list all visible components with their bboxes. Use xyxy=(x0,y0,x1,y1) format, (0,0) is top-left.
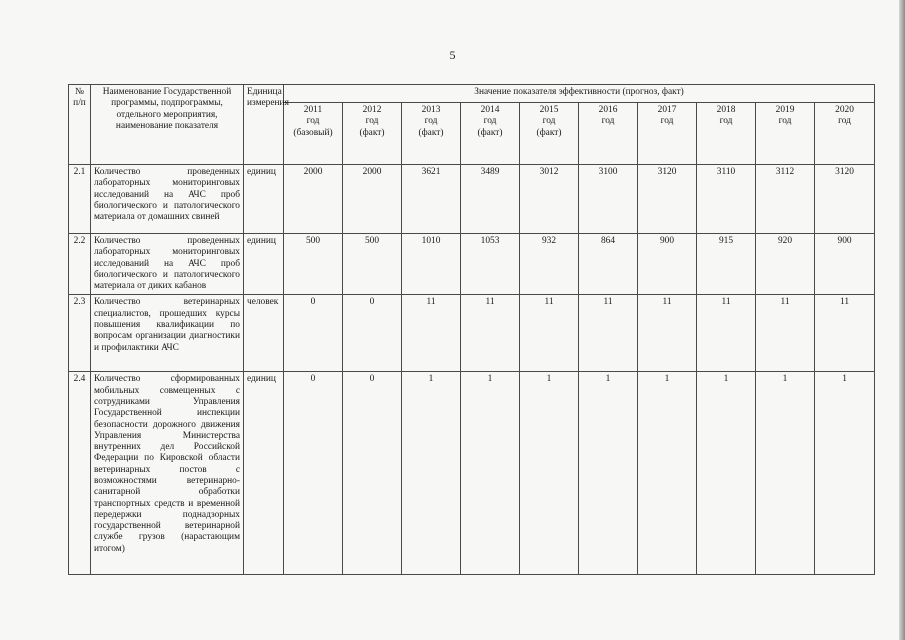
header-year-unit: год xyxy=(306,116,320,127)
indicator-value: 11 xyxy=(638,295,697,372)
header-year-year: 2012 xyxy=(362,105,382,115)
indicator-value: 1 xyxy=(756,372,815,575)
header-year-0 xyxy=(284,103,343,165)
row-number: 2.2 xyxy=(69,234,91,295)
header-col-number: № п/п xyxy=(69,85,91,165)
indicator-value: 3012 xyxy=(520,165,579,234)
indicator-value: 1 xyxy=(638,372,697,575)
header-year-year: 2014 xyxy=(480,105,500,115)
table-row xyxy=(69,234,875,295)
header-year-note: (факт) xyxy=(477,127,503,138)
indicator-value: 1 xyxy=(697,372,756,575)
indicator-value: 11 xyxy=(697,295,756,372)
indicator-value: 3120 xyxy=(815,165,875,234)
header-year-6 xyxy=(638,103,697,165)
indicator-value: 3110 xyxy=(697,165,756,234)
indicator-value: 1 xyxy=(461,372,520,575)
indicator-value: 11 xyxy=(756,295,815,372)
header-col-name: Наименование Государственной программы, подпрограммы, отдельного мероприятия, наименование показателя xyxy=(91,85,244,165)
header-year-year: 2019 xyxy=(775,105,795,115)
indicator-value: 900 xyxy=(815,234,875,295)
indicator-value: 500 xyxy=(284,234,343,295)
row-number: 2.4 xyxy=(69,372,91,575)
indicator-value: 1 xyxy=(815,372,875,575)
indicator-value: 2000 xyxy=(343,165,402,234)
indicator-value: 864 xyxy=(579,234,638,295)
header-year-7 xyxy=(697,103,756,165)
indicator-value: 0 xyxy=(343,372,402,575)
scan-edge-shadow xyxy=(899,0,905,640)
unit-of-measure: единиц xyxy=(244,165,284,234)
header-year-3 xyxy=(461,103,520,165)
header-year-note: (факт) xyxy=(536,127,562,138)
row-number: 2.3 xyxy=(69,295,91,372)
header-year-year: 2011 xyxy=(303,105,323,115)
header-year-year: 2013 xyxy=(421,105,441,115)
header-year-unit: год xyxy=(542,116,556,127)
indicator-name: Количество проведенных лабораторных мониторинговых исследований на АЧС проб биологического и патологического материала от домашних свиней xyxy=(91,165,244,234)
indicator-value: 11 xyxy=(579,295,638,372)
header-year-unit: год xyxy=(660,116,674,127)
table-row xyxy=(69,372,875,575)
header-year-year: 2016 xyxy=(598,105,618,115)
unit-of-measure: единиц xyxy=(244,234,284,295)
header-year-8 xyxy=(756,103,815,165)
header-year-note: (факт) xyxy=(359,127,385,138)
header-col-unit: Единица измерения xyxy=(244,85,284,165)
indicator-value: 500 xyxy=(343,234,402,295)
indicator-name: Количество сформированных мобильных совмещенных с сотрудниками Управления Государственной инспекции безопасности дорожного движения Управления Министерства внутренних дел Российской Федерации по Кировской области ветеринарных постов с возможностями ветеринарно-санитарной обработки транспортных средств и временной передержки поднадзорных государственной ветеринарной службе грузов (нарастающим итогом) xyxy=(91,372,244,575)
header-year-unit: год xyxy=(719,116,733,127)
header-year-unit: год xyxy=(424,116,438,127)
header-year-9 xyxy=(815,103,875,165)
indicator-value: 915 xyxy=(697,234,756,295)
indicator-value: 3120 xyxy=(638,165,697,234)
table-row xyxy=(69,165,875,234)
header-year-year: 2020 xyxy=(835,105,854,115)
header-year-year: 2015 xyxy=(539,105,559,115)
indicator-name: Количество проведенных лабораторных мониторинговых исследований на АЧС проб биологического и патологического материала от диких кабанов xyxy=(91,234,244,295)
header-year-year: 2017 xyxy=(657,105,677,115)
indicator-value: 3621 xyxy=(402,165,461,234)
indicator-value: 1 xyxy=(579,372,638,575)
header-year-5 xyxy=(579,103,638,165)
header-year-unit: год xyxy=(365,116,379,127)
indicator-value: 2000 xyxy=(284,165,343,234)
indicator-value: 1053 xyxy=(461,234,520,295)
indicator-value: 0 xyxy=(284,295,343,372)
header-year-unit: год xyxy=(838,116,851,127)
header-col-values: Значение показателя эффективности (прогноз, факт) xyxy=(284,85,875,103)
page-number: 5 xyxy=(449,48,456,62)
indicator-value: 11 xyxy=(461,295,520,372)
indicator-value: 3112 xyxy=(756,165,815,234)
indicator-value: 920 xyxy=(756,234,815,295)
header-year-1 xyxy=(343,103,402,165)
indicator-value: 11 xyxy=(520,295,579,372)
unit-of-measure: человек xyxy=(244,295,284,372)
table-row xyxy=(69,295,875,372)
indicator-value: 1010 xyxy=(402,234,461,295)
header-year-unit: год xyxy=(483,116,497,127)
indicator-value: 0 xyxy=(284,372,343,575)
unit-of-measure: единиц xyxy=(244,372,284,575)
header-year-unit: год xyxy=(778,116,792,127)
indicator-value: 11 xyxy=(402,295,461,372)
indicator-value: 1 xyxy=(520,372,579,575)
header-year-2 xyxy=(402,103,461,165)
indicator-value: 3100 xyxy=(579,165,638,234)
header-year-note: (факт) xyxy=(418,127,444,138)
header-year-unit: год xyxy=(601,116,615,127)
indicator-name: Количество ветеринарных специалистов, прошедших курсы повышения квалификации по вопросам организации диагностики и профилактики АЧС xyxy=(91,295,244,372)
indicator-value: 1 xyxy=(402,372,461,575)
header-year-4 xyxy=(520,103,579,165)
indicator-value: 11 xyxy=(815,295,875,372)
indicator-value: 0 xyxy=(343,295,402,372)
indicator-value: 3489 xyxy=(461,165,520,234)
row-number: 2.1 xyxy=(69,165,91,234)
indicator-value: 900 xyxy=(638,234,697,295)
efficiency-indicators-table xyxy=(68,84,875,575)
header-year-year: 2018 xyxy=(716,105,736,115)
header-year-note: (базовый) xyxy=(293,127,333,138)
indicator-value: 932 xyxy=(520,234,579,295)
